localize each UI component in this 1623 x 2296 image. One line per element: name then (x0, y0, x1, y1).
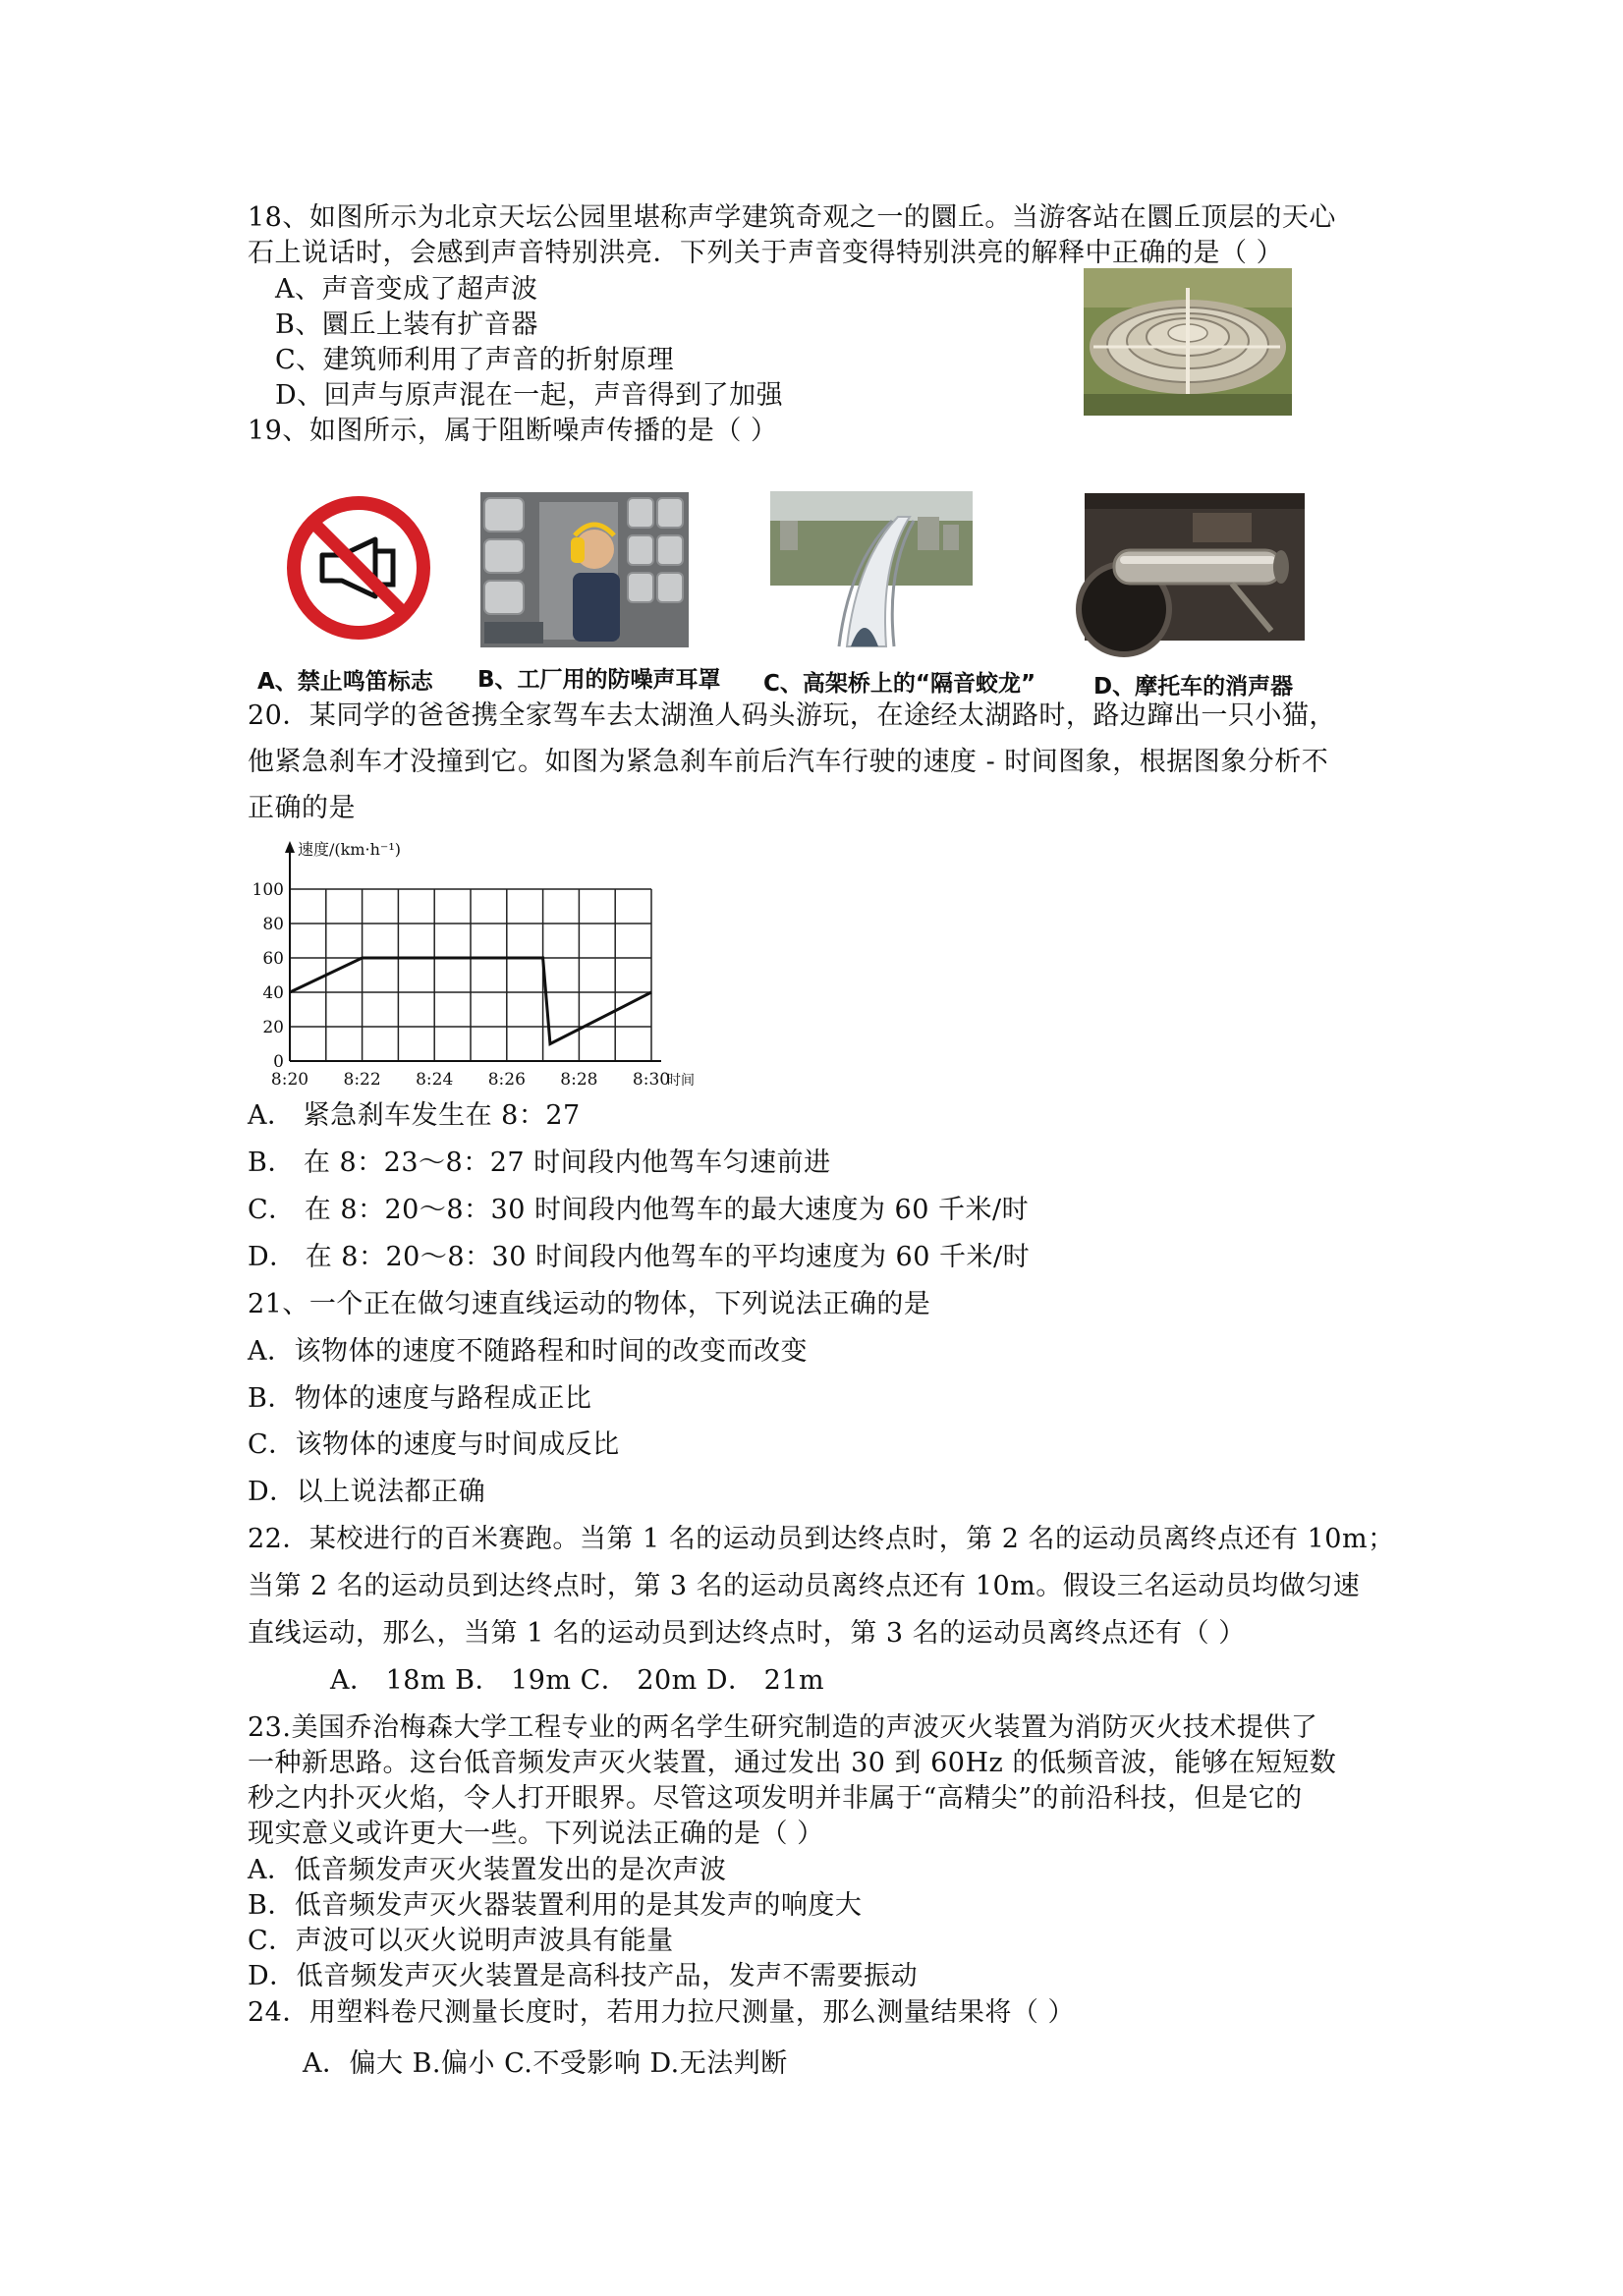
q20-option-c: C． 在 8：20～8：30 时间段内他驾车的最大速度为 60 千米/时 (248, 1195, 1030, 1225)
q20-stem-line2: 他紧急刹车才没撞到它。如图为紧急刹车前后汽车行驶的速度 - 时间图象，根据图象分析不 (248, 747, 1329, 777)
y-tick-label: 60 (262, 949, 284, 969)
q23-stem-line3: 秒之内扑灭火焰，令人打开眼界。尽管这项发明并非属于“高精尖”的前沿科技，但是它的 (248, 1783, 1303, 1814)
circular-mound-altar-photo (1084, 268, 1292, 416)
motorcycle-muffler-photo (1085, 493, 1305, 641)
q22-options: A． 18m B． 19m C． 20m D． 21m (330, 1665, 825, 1696)
factory-earmuffs-photo (480, 492, 689, 647)
q24-options: A．偏大 B.偏小 C.不受影响 D.无法判断 (303, 2048, 788, 2079)
q20-stem-line3: 正确的是 (248, 793, 356, 823)
q18-option-b: B、圜丘上装有扩音器 (275, 309, 538, 340)
y-axis-arrow (285, 841, 295, 853)
q21-option-c: C．该物体的速度与时间成反比 (248, 1429, 620, 1460)
y-axis-label: 速度/(km·h⁻¹) (298, 840, 401, 859)
q18-option-d: D、回声与原声混在一起，声音得到了加强 (275, 380, 784, 411)
x-tick-label: 8:28 (560, 1070, 598, 1090)
q23-stem-line4: 现实意义或许更大一些。下列说法正确的是（ ） (248, 1819, 824, 1849)
q19-caption-b: B、工厂用的防噪声耳罩 (477, 667, 721, 693)
q21-option-d: D．以上说法都正确 (248, 1477, 486, 1507)
q21-stem: 21、一个正在做匀速直线运动的物体，下列说法正确的是 (248, 1289, 931, 1319)
x-tick-label: 8:24 (416, 1070, 454, 1090)
y-tick-label: 100 (252, 880, 284, 900)
q24-stem: 24．用塑料卷尺测量长度时，若用力拉尺测量，那么测量结果将（ ） (248, 1997, 1075, 2028)
x-tick-label: 8:26 (487, 1070, 526, 1090)
q20-stem-line1: 20．某同学的爸爸携全家驾车去太湖渔人码头游玩，在途经太湖路时，路边蹿出一只小猫， (248, 700, 1336, 731)
q23-stem-line2: 一种新思路。这台低音频发声灭火装置，通过发出 30 到 60Hz 的低频音波，能够在短短数 (248, 1748, 1337, 1778)
q21-option-a: A．该物体的速度不随路程和时间的改变而改变 (248, 1336, 808, 1367)
q18-option-a: A、声音变成了超声波 (275, 274, 538, 305)
q19-stem: 19、如图所示，属于阻断噪声传播的是（ ） (248, 416, 778, 446)
highway-noise-barrier-photo (770, 491, 973, 646)
y-tick-label: 40 (262, 983, 284, 1003)
q23-option-d: D．低音频发声灭火装置是高科技产品，发声不需要振动 (248, 1961, 919, 1991)
x-tick-label: 8:20 (270, 1070, 309, 1090)
x-tick-label: 8:22 (343, 1070, 381, 1090)
q22-stem-line1: 22．某校进行的百米赛跑。当第 1 名的运动员到达终点时，第 2 名的运动员离终点还有 10m； (248, 1524, 1395, 1554)
y-tick-label: 0 (273, 1052, 284, 1072)
q20-option-d: D． 在 8：20～8：30 时间段内他驾车的平均速度为 60 千米/时 (248, 1242, 1031, 1272)
q19-caption-d: D、摩托车的消声器 (1093, 674, 1294, 700)
q23-option-a: A．低音频发声灭火装置发出的是次声波 (248, 1855, 727, 1885)
speed-time-chart (246, 837, 695, 1092)
q23-option-b: B．低音频发声灭火器装置利用的是其发声的响度大 (248, 1890, 863, 1921)
q19-caption-a: A、禁止鸣笛标志 (257, 669, 433, 695)
q18-option-c: C、建筑师利用了声音的折射原理 (275, 345, 675, 375)
no-honking-sign-icon (285, 494, 432, 642)
x-axis-label: 时间 (667, 1073, 695, 1089)
q22-stem-line3: 直线运动，那么，当第 1 名的运动员到达终点时，第 3 名的运动员离终点还有（ ） (248, 1618, 1246, 1649)
q23-option-c: C．声波可以灭火说明声波具有能量 (248, 1926, 674, 1956)
q18-stem-line1: 18、如图所示为北京天坛公园里堪称声学建筑奇观之一的圜丘。当游客站在圜丘顶层的天心 (248, 202, 1336, 233)
y-tick-label: 80 (262, 915, 284, 934)
x-tick-label: 8:30 (632, 1070, 671, 1090)
q21-option-b: B．物体的速度与路程成正比 (248, 1383, 592, 1414)
q20-option-b: B． 在 8：23～8：27 时间段内他驾车匀速前进 (248, 1148, 831, 1178)
q19-caption-c: C、高架桥上的“隔音蛟龙” (763, 671, 1036, 697)
q22-stem-line2: 当第 2 名的运动员到达终点时，第 3 名的运动员离终点还有 10m。假设三名运动员均做匀速 (248, 1571, 1361, 1601)
q23-stem-line1: 23.美国乔治梅森大学工程专业的两名学生研究制造的声波灭火装置为消防灭火技术提供了 (248, 1712, 1318, 1743)
q20-option-a: A． 紧急刹车发生在 8：27 (248, 1100, 581, 1131)
q18-stem-line2: 石上说话时，会感到声音特别洪亮．下列关于声音变得特别洪亮的解释中正确的是（ ） (248, 238, 1284, 268)
y-tick-label: 20 (262, 1018, 284, 1037)
